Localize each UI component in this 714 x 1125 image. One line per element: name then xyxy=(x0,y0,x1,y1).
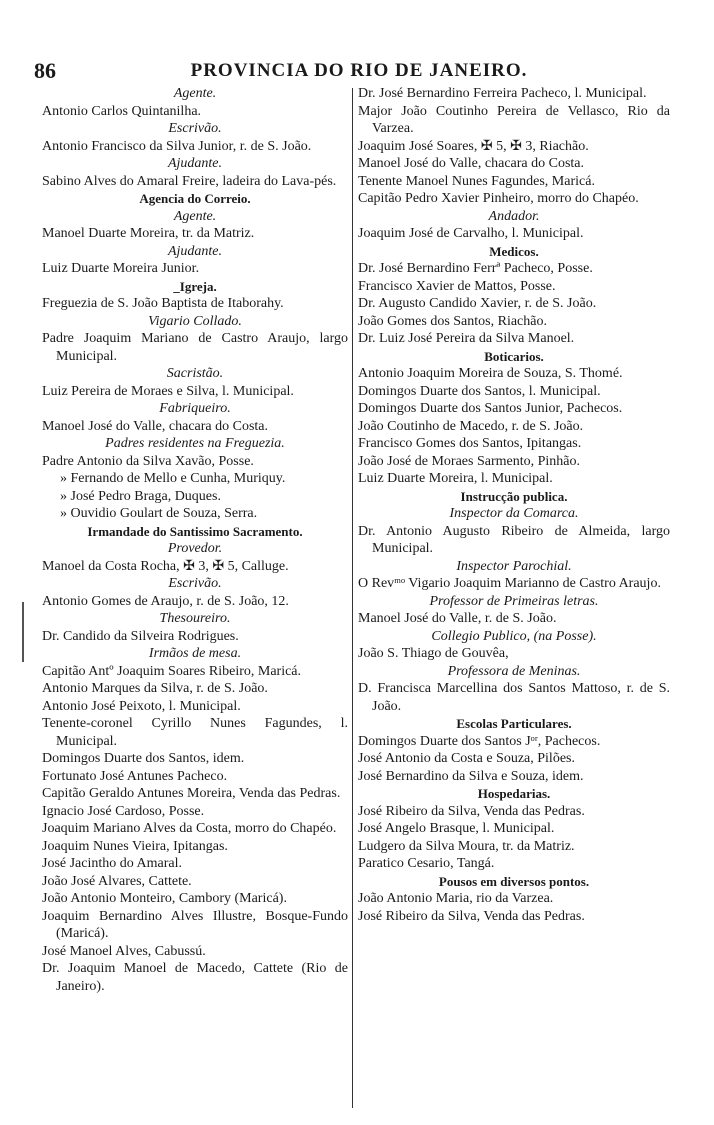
role-heading: Provedor. xyxy=(167,541,223,556)
entry-line: Antonio Gomes de Araujo, r. de S. João, 12. xyxy=(42,593,289,609)
entry-line: O Revᵐᵒ Vigario Joaquim Marianno de Castro Araujo. xyxy=(358,576,661,591)
entry-line: Joaquim José Soares, ✠ 5, ✠ 3, Riachão. xyxy=(358,138,589,154)
entry-line: João José Alvares, Cattete. xyxy=(42,873,192,889)
role-heading: Agente. xyxy=(173,86,217,101)
entry-line: Padre Joaquim Mariano de Castro Araujo, largo Municipal. xyxy=(42,331,348,364)
entry-line: Domingos Duarte dos Santos, l. Municipal. xyxy=(358,383,601,399)
section-heading: _Igreja. xyxy=(173,278,217,294)
library-stamp xyxy=(4,602,24,662)
role-heading: Fabriqueiro. xyxy=(159,401,231,416)
entry-line: João Antonio Monteiro, Cambory (Maricá). xyxy=(42,891,287,906)
entry-line: Paratico Cesario, Tangá. xyxy=(358,856,495,871)
entry-line: Freguezia de S. João Baptista de Itaborahy. xyxy=(42,296,284,311)
entry-line: José Jacintho do Amaral. xyxy=(42,856,182,871)
entry-line: Dr. Augusto Candido Xavier, r. de S. João. xyxy=(358,296,597,311)
entry-line: José Angelo Brasque, l. Municipal. xyxy=(358,821,555,836)
entry-line: Domingos Duarte dos Santos Junior, Pachecos. xyxy=(358,401,623,416)
entry-line: José Ribeiro da Silva, Venda das Pedras. xyxy=(358,803,585,819)
page-header xyxy=(34,58,684,82)
role-heading: Inspector da Comarca. xyxy=(449,506,579,521)
entry-line: Luiz Duarte Moreira Junior. xyxy=(42,261,200,276)
entry-line: Domingos Duarte dos Santos Jᵒʳ, Pachecos. xyxy=(358,733,601,749)
entry-line: Manoel José do Valle, r. de S. João. xyxy=(358,611,557,626)
entry-line: Joaquim Nunes Vieira, Ipitangas. xyxy=(42,838,228,854)
entry-line: Tenente-coronel Cyrillo Nunes Fagundes, l. Municipal. xyxy=(42,716,348,749)
entry-line: Antonio Carlos Quintanilha. xyxy=(42,103,202,119)
entry-line: Dr. Luiz José Pereira da Silva Manoel. xyxy=(358,331,575,346)
page-number: 86 xyxy=(34,58,56,83)
entry-line: Francisco Xavier de Mattos, Posse. xyxy=(358,278,556,294)
entry-line: João Coutinho de Macedo, r. de S. João. xyxy=(358,418,584,434)
entry-line: João Antonio Maria, rio da Varzea. xyxy=(358,891,554,906)
role-heading: Escrivão. xyxy=(168,121,222,136)
section-heading: Instrucção publica. xyxy=(460,488,568,504)
entry-line: Dr. Antonio Augusto Ribeiro de Almeida, largo Municipal. xyxy=(358,523,670,556)
role-heading: Inspector Parochial. xyxy=(456,558,572,574)
entry-line: Antonio José Peixoto, l. Municipal. xyxy=(42,698,241,714)
entry-line: José Ribeiro da Silva, Venda das Pedras. xyxy=(358,908,585,924)
section-heading: Boticarios. xyxy=(484,348,544,364)
entry-line: Capitão Pedro Xavier Pinheiro, morro do Chapéo. xyxy=(358,191,639,206)
entry-line: José Antonio da Costa e Souza, Pilões. xyxy=(358,751,575,766)
entry-line: Luiz Duarte Moreira, l. Municipal. xyxy=(358,471,553,486)
entry-line: Dr. Candido da Silveira Rodrigues. xyxy=(42,628,239,644)
entry-line: Joaquim José de Carvalho, l. Municipal. xyxy=(358,226,584,241)
entry-line: Sabino Alves do Amaral Freire, ladeira do Lava-pés. xyxy=(42,173,337,189)
role-heading: Sacristão. xyxy=(166,366,224,381)
entry-line: Antonio Joaquim Moreira de Souza, S. Thomé. xyxy=(358,366,623,381)
entry-line: João S. Thiago de Gouvêa, xyxy=(358,646,509,661)
entry-line: Padre Antonio da Silva Xavão, Posse. xyxy=(42,453,254,469)
entry-line: Antonio Marques da Silva, r. de S. João. xyxy=(42,681,268,696)
section-heading: Hospedarias. xyxy=(477,786,551,801)
entry-line: Joaquim Bernardino Alves Illustre, Bosque-Fundo (Maricá). xyxy=(42,908,348,941)
entry-line: Dr. Joaquim Manoel de Macedo, Cattete (Rio de Janeiro). xyxy=(42,961,348,994)
role-heading: Thesoureiro. xyxy=(159,611,231,626)
entry-line: » Ouvidio Goulart de Souza, Serra. xyxy=(60,506,258,521)
entry-line: Manoel José do Valle, chacara do Costa. xyxy=(358,156,585,171)
role-heading: Andador. xyxy=(488,208,540,224)
right-column xyxy=(358,85,670,925)
entry-line: Manoel da Costa Rocha, ✠ 3, ✠ 5, Calluge. xyxy=(42,558,289,574)
entry-line: Manoel José do Valle, chacara do Costa. xyxy=(42,418,269,434)
entry-line: José Bernardino da Silva e Souza, idem. xyxy=(358,768,584,784)
role-heading: Irmãos de mesa. xyxy=(148,646,242,661)
entry-line: João José de Moraes Sarmento, Pinhão. xyxy=(358,453,581,469)
role-heading: Professor de Primeiras letras. xyxy=(429,593,599,609)
section-heading: Escolas Particulares. xyxy=(456,716,572,731)
entry-line: Manoel Duarte Moreira, tr. da Matriz. xyxy=(42,226,255,241)
role-heading: Padres residentes na Freguezia. xyxy=(105,436,285,451)
entry-line: Ludgero da Silva Moura, tr. da Matriz. xyxy=(358,838,575,854)
section-heading: Medicos. xyxy=(489,243,539,259)
section-heading: Agencia do Correio. xyxy=(139,191,251,206)
column-divider xyxy=(352,88,353,1108)
entry-line: » José Pedro Braga, Duques. xyxy=(60,488,221,504)
entry-line: Dr. José Bernardino Ferreira Pacheco, l. Municipal. xyxy=(358,86,647,101)
entry-line: Fortunato José Antunes Pacheco. xyxy=(42,768,228,784)
entry-line: D. Francisca Marcellina dos Santos Mattoso, r. de S. João. xyxy=(358,681,670,714)
entry-line: Ignacio José Cardoso, Posse. xyxy=(42,803,205,819)
left-column xyxy=(42,85,348,995)
entry-line: Luiz Pereira de Moraes e Silva, l. Municipal. xyxy=(42,383,294,399)
role-heading: Escrivão. xyxy=(168,576,222,591)
entry-line: Domingos Duarte dos Santos, idem. xyxy=(42,751,245,766)
role-heading: Ajudante. xyxy=(167,243,223,259)
role-heading: Collegio Publico, (na Posse). xyxy=(431,628,597,644)
entry-line: Antonio Francisco da Silva Junior, r. de S. João. xyxy=(42,138,312,154)
entry-line: Capitão Geraldo Antunes Moreira, Venda das Pedras. xyxy=(42,786,341,801)
entry-line: Dr. José Bernardino Ferrª Pacheco, Posse. xyxy=(358,261,593,276)
running-title: PROVINCIA DO RIO DE JANEIRO. xyxy=(190,60,528,81)
entry-line: João Gomes dos Santos, Riachão. xyxy=(358,313,547,329)
entry-line: » Fernando de Mello e Cunha, Muriquy. xyxy=(60,471,286,486)
section-heading: Pousos em diversos pontos. xyxy=(438,873,590,889)
section-heading: Irmandade do Santissimo Sacramento. xyxy=(87,523,303,539)
entry-line: José Manoel Alves, Cabussú. xyxy=(42,943,206,959)
role-heading: Vigario Collado. xyxy=(148,313,242,329)
entry-line: Francisco Gomes dos Santos, Ipitangas. xyxy=(358,436,582,451)
entry-line: Tenente Manoel Nunes Fagundes, Maricá. xyxy=(358,173,595,189)
entry-line: Major João Coutinho Pereira de Vellasco, Rio da Varzea. xyxy=(358,103,670,136)
entry-line: Capitão Antº Joaquim Soares Ribeiro, Maricá. xyxy=(42,663,302,679)
role-heading: Agente. xyxy=(173,208,217,224)
entry-line: Joaquim Mariano Alves da Costa, morro do Chapéo. xyxy=(42,821,337,836)
role-heading: Professora de Meninas. xyxy=(447,663,581,679)
role-heading: Ajudante. xyxy=(167,156,223,171)
